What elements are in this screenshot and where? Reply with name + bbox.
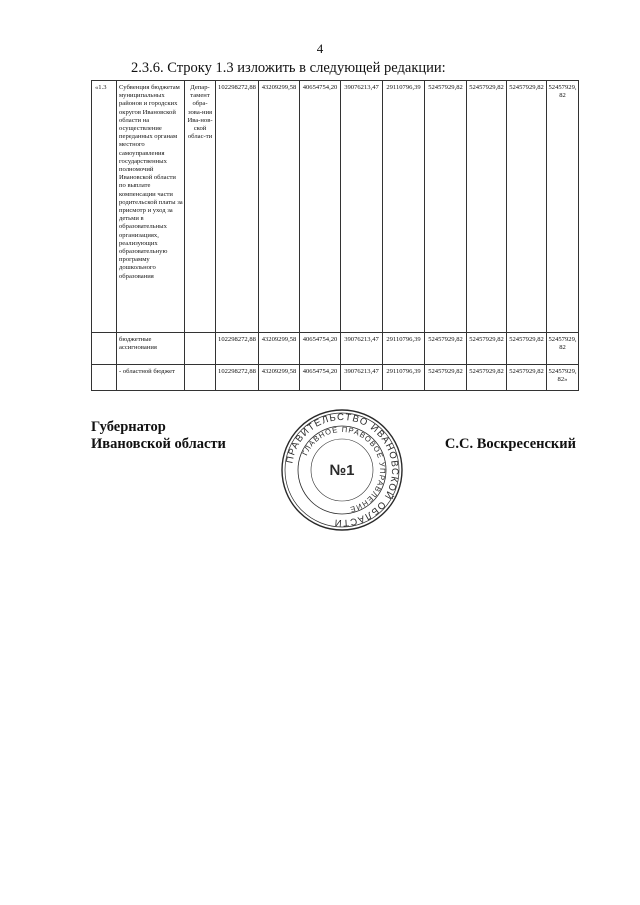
- row-number: «1.3: [92, 81, 117, 333]
- cell-value-5: 29110796,39: [383, 333, 425, 365]
- row-name: Субвенция бюджетам муниципальных районов и городских округов Ивановской области на осуществление переданных органам местного самоуправления государственных полномочий Ивановской области по выплате компенсации части родительской платы за присмотр и уход за детьми в образовательных организациях, реализующих образовательную программу дошкольного образования: [117, 81, 185, 333]
- cell-value-9: 52457929,82»: [547, 365, 579, 391]
- table-row: [92, 333, 579, 365]
- cell-value-2: 43209299,58: [259, 365, 300, 391]
- seal-center-text: №1: [329, 462, 355, 479]
- budget-table: [91, 80, 579, 391]
- cell-value-1: 102298272,88: [216, 333, 259, 365]
- cell-value-3: 40654754,20: [300, 365, 341, 391]
- cell-value-8: 52457929,82: [507, 81, 547, 333]
- cell-value-2: 43209299,58: [259, 333, 300, 365]
- cell-value-7: 52457929,82: [467, 365, 507, 391]
- official-seal: [280, 408, 404, 532]
- cell-value-6: 52457929,82: [425, 333, 467, 365]
- section-heading: 2.3.6. Строку 1.3 изложить в следующей редакции:: [131, 60, 446, 76]
- row-name: бюджетные ассигнования: [117, 333, 185, 365]
- cell-value-4: 39076213,47: [341, 365, 383, 391]
- cell-value-8: 52457929,82: [507, 333, 547, 365]
- table-row: [92, 365, 579, 391]
- cell-value-9: 52457929,82: [547, 81, 579, 333]
- cell-value-4: 39076213,47: [341, 81, 383, 333]
- cell-value-3: 40654754,20: [300, 81, 341, 333]
- signatory-name: С.С. Воскресенский: [444, 436, 576, 452]
- cell-value-6: 52457929,82: [425, 365, 467, 391]
- page-number: 4: [316, 41, 324, 56]
- row-number: [92, 365, 117, 391]
- seal-inner-text: ГЛАВНОЕ ПРАВОВОЕ УПРАВЛЕНИЕ: [300, 424, 388, 515]
- row-number: [92, 333, 117, 365]
- cell-value-5: 29110796,39: [383, 365, 425, 391]
- cell-value-8: 52457929,82: [507, 365, 547, 391]
- cell-value-9: 52457929,82: [547, 333, 579, 365]
- seal-outer-text: ПРАВИТЕЛЬСТВО ИВАНОВСКОЙ ОБЛАСТИ: [284, 411, 401, 529]
- signatory-title-line2: Ивановской области: [91, 436, 226, 452]
- cell-value-1: 102298272,88: [216, 81, 259, 333]
- cell-value-7: 52457929,82: [467, 333, 507, 365]
- row-name: - областной бюджет: [117, 365, 185, 391]
- cell-value-5: 29110796,39: [383, 81, 425, 333]
- row-department: [185, 365, 216, 391]
- cell-value-6: 52457929,82: [425, 81, 467, 333]
- cell-value-2: 43209299,58: [259, 81, 300, 333]
- table-row: [92, 81, 579, 333]
- cell-value-7: 52457929,82: [467, 81, 507, 333]
- row-department: [185, 333, 216, 365]
- signatory-title-line1: Губернатор: [91, 419, 166, 435]
- cell-value-1: 102298272,88: [216, 365, 259, 391]
- cell-value-4: 39076213,47: [341, 333, 383, 365]
- cell-value-3: 40654754,20: [300, 333, 341, 365]
- row-department: Депар-тамент обра-зова-ния Ива-нов-ской облас-ти: [185, 81, 216, 333]
- signatory-title: [91, 419, 226, 453]
